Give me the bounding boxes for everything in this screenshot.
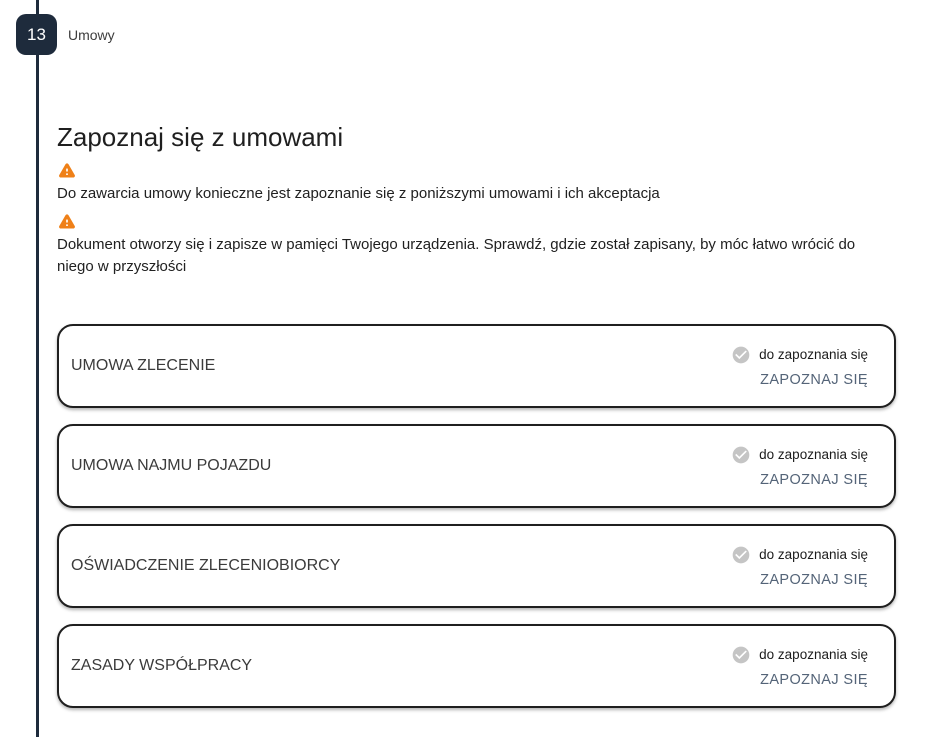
step-label: Umowy <box>68 27 115 43</box>
contract-status-row <box>731 345 868 365</box>
contract-status-label: do zapoznania się <box>759 647 868 662</box>
contract-card <box>57 324 896 408</box>
contract-title: ZASADY WSPÓŁPRACY <box>71 657 253 674</box>
warning-text: Dokument otworzy się i zapisze w pamięci Twojego urządzenia. Sprawdź, gdzie został zapisany, by móc łatwo wrócić do niego w przyszłości <box>57 236 856 275</box>
zapoznaj-sie-button[interactable]: ZAPOZNAJ SIĘ <box>760 571 868 588</box>
check-circle-icon <box>731 345 751 365</box>
contract-status-row <box>731 445 868 465</box>
warning-triangle-icon <box>57 160 897 180</box>
contract-card <box>57 524 896 608</box>
contracts-step-panel <box>57 0 897 708</box>
contract-title: OŚWIADCZENIE ZLECENIOBIORCY <box>71 557 341 574</box>
contract-status-label: do zapoznania się <box>759 447 868 462</box>
warning-text: Do zawarcia umowy konieczne jest zapoznanie się z poniższymi umowami i ich akceptacja <box>57 185 660 202</box>
contract-list <box>57 324 897 708</box>
zapoznaj-sie-button[interactable]: ZAPOZNAJ SIĘ <box>760 371 868 388</box>
contract-status-row <box>731 545 868 565</box>
contract-card-right <box>731 345 868 388</box>
contract-card-right <box>731 445 868 488</box>
contract-status-row <box>731 645 868 665</box>
page-title: Zapoznaj się z umowami <box>57 122 344 152</box>
warning-triangle-icon <box>57 211 897 231</box>
contract-status-label: do zapoznania się <box>759 347 868 362</box>
check-circle-icon <box>731 645 751 665</box>
contract-card <box>57 424 896 508</box>
contract-status-label: do zapoznania się <box>759 547 868 562</box>
zapoznaj-sie-button[interactable]: ZAPOZNAJ SIĘ <box>760 471 868 488</box>
contract-card <box>57 624 896 708</box>
contract-card-right <box>731 545 868 588</box>
warning-block <box>57 211 897 278</box>
step-number: 13 <box>27 24 46 44</box>
timeline-line <box>36 0 39 737</box>
check-circle-icon <box>731 545 751 565</box>
warning-block <box>57 160 897 205</box>
step-number-badge <box>16 14 57 55</box>
contract-card-right <box>731 645 868 688</box>
zapoznaj-sie-button[interactable]: ZAPOZNAJ SIĘ <box>760 671 868 688</box>
contract-title: UMOWA ZLECENIE <box>71 357 216 374</box>
check-circle-icon <box>731 445 751 465</box>
contract-title: UMOWA NAJMU POJAZDU <box>71 457 272 474</box>
